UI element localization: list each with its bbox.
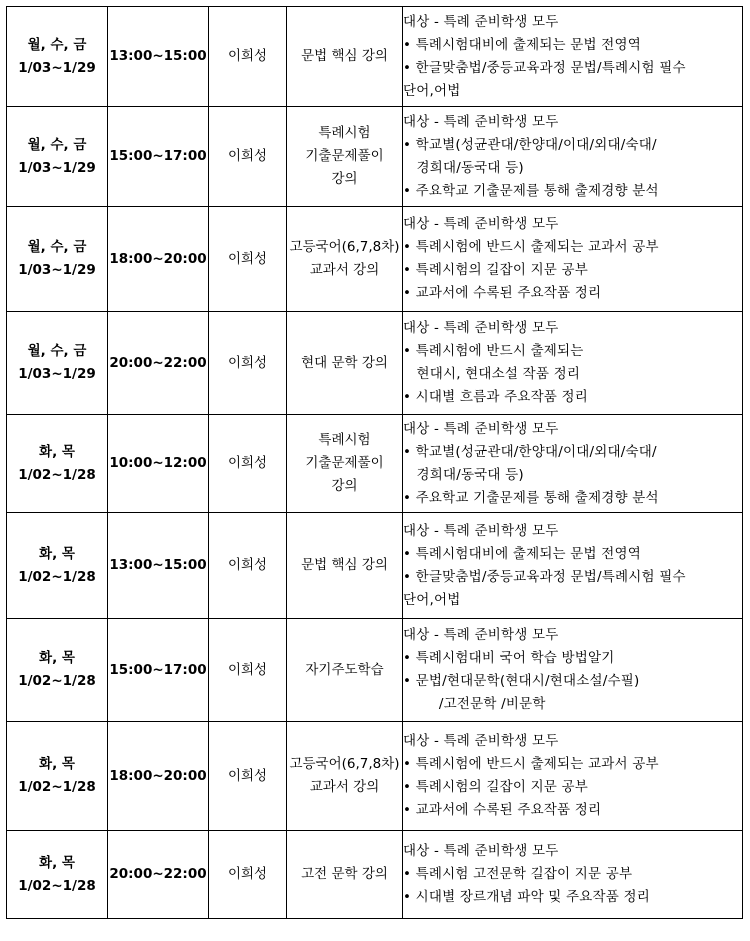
- date-range: 1/03~1/29: [18, 262, 96, 278]
- day-cell: [7, 107, 108, 207]
- day-label: 화, 목: [39, 756, 75, 772]
- day-label: 화, 목: [39, 650, 75, 666]
- description-cell: [403, 312, 743, 415]
- course-title-cell: [287, 7, 403, 107]
- time-cell: 20:00~22:00: [108, 312, 209, 415]
- course-title-cell: [287, 513, 403, 619]
- course-title-line: 고전 문학 강의: [301, 866, 388, 882]
- day-label: 화, 목: [39, 545, 75, 562]
- time-cell: 18:00~20:00: [108, 207, 209, 312]
- day-cell: [7, 619, 108, 722]
- course-title-line: 강의: [331, 171, 358, 187]
- day-label: 화, 목: [39, 443, 75, 460]
- course-title-line: 고등국어(6,7,8차): [289, 756, 400, 772]
- table-row: [7, 831, 743, 919]
- teacher-cell: 이희성: [209, 415, 287, 513]
- course-title-cell: [287, 107, 403, 207]
- day-cell: [7, 7, 108, 107]
- date-range: 1/03~1/29: [18, 159, 96, 176]
- date-range: 1/02~1/28: [18, 779, 96, 795]
- course-title-cell: [287, 722, 403, 831]
- teacher-cell: 이희성: [209, 207, 287, 312]
- table-row: [7, 312, 743, 415]
- day-label: 월, 수, 금: [27, 239, 87, 255]
- table-row: [7, 513, 743, 619]
- course-title-cell: [287, 831, 403, 919]
- description-cell: [403, 722, 743, 831]
- description-line: • 특례시험에 반드시 출제되는 교과서 공부: [403, 756, 659, 772]
- description-line: • 특례시험대비 국어 학습 방법알기: [403, 650, 615, 666]
- course-title-cell: [287, 415, 403, 513]
- description-line: • 특례시험의 길잡이 지문 공부: [403, 262, 589, 278]
- description-line: • 교과서에 수록된 주요작품 정리: [403, 285, 602, 301]
- table-row: [7, 722, 743, 831]
- target-audience: 대상 - 특례 준비학생 모두: [403, 522, 559, 539]
- day-cell: [7, 415, 108, 513]
- course-title-line: 고등국어(6,7,8차): [289, 239, 400, 255]
- description-line: 경희대/동국대 등): [403, 466, 524, 483]
- date-range: 1/02~1/28: [18, 877, 96, 894]
- schedule-table: [6, 6, 743, 919]
- target-audience: 대상 - 특례 준비학생 모두: [403, 113, 559, 130]
- course-title-line: 강의: [331, 478, 358, 494]
- table-row: [7, 619, 743, 722]
- description-line: • 특례시험의 길잡이 지문 공부: [403, 779, 589, 795]
- teacher-cell: 이희성: [209, 722, 287, 831]
- description-cell: [403, 7, 743, 107]
- description-cell: [403, 415, 743, 513]
- date-range: 1/02~1/28: [18, 466, 96, 483]
- target-audience: 대상 - 특례 준비학생 모두: [403, 843, 559, 859]
- description-line: • 특례시험에 반드시 출제되는 교과서 공부: [403, 239, 659, 255]
- description-line: • 주요학교 기출문제를 통해 출제경향 분석: [403, 182, 659, 199]
- description-line: • 문법/현대문학(현대시/현대소설/수필): [403, 673, 640, 689]
- course-title-line: 교과서 강의: [309, 262, 380, 278]
- date-range: 1/02~1/28: [18, 673, 96, 689]
- target-audience: 대상 - 특례 준비학생 모두: [403, 13, 559, 30]
- teacher-cell: 이희성: [209, 107, 287, 207]
- day-label: 월, 수, 금: [27, 343, 87, 359]
- day-cell: [7, 513, 108, 619]
- description-line: /고전문학 /비문학: [403, 696, 546, 712]
- teacher-cell: 이희성: [209, 7, 287, 107]
- teacher-cell: 이희성: [209, 312, 287, 415]
- description-line: • 특례시험대비에 출제되는 문법 전영역: [403, 545, 641, 562]
- description-line: • 시대별 장르개념 파악 및 주요작품 정리: [403, 889, 650, 905]
- course-title-cell: [287, 312, 403, 415]
- teacher-cell: 이희성: [209, 619, 287, 722]
- course-title-cell: [287, 619, 403, 722]
- time-cell: 15:00~17:00: [108, 619, 209, 722]
- description-line: • 한글맞춤법/중등교육과정 문법/특례시험 필수: [403, 568, 686, 585]
- description-line: • 특례시험 고전문학 길잡이 지문 공부: [403, 866, 633, 882]
- target-audience: 대상 - 특례 준비학생 모두: [403, 216, 559, 232]
- day-cell: [7, 722, 108, 831]
- description-cell: [403, 619, 743, 722]
- day-label: 화, 목: [39, 854, 75, 871]
- description-line: 단어,어법: [403, 591, 461, 608]
- course-title-line: 문법 핵심 강의: [301, 48, 388, 64]
- table-row: [7, 207, 743, 312]
- day-cell: [7, 207, 108, 312]
- day-cell: [7, 312, 108, 415]
- schedule-body: [7, 7, 743, 919]
- time-cell: 13:00~15:00: [108, 7, 209, 107]
- description-cell: [403, 207, 743, 312]
- target-audience: 대상 - 특례 준비학생 모두: [403, 733, 559, 749]
- description-line: 경희대/동국대 등): [403, 159, 524, 176]
- description-cell: [403, 513, 743, 619]
- date-range: 1/02~1/28: [18, 568, 96, 585]
- description-line: • 교과서에 수록된 주요작품 정리: [403, 802, 602, 818]
- description-line: 단어,어법: [403, 82, 461, 99]
- description-line: • 주요학교 기출문제를 통해 출제경향 분석: [403, 489, 659, 506]
- description-line: • 시대별 흐름과 주요작품 정리: [403, 389, 589, 405]
- target-audience: 대상 - 특례 준비학생 모두: [403, 320, 559, 336]
- table-row: [7, 107, 743, 207]
- day-cell: [7, 831, 108, 919]
- time-cell: 10:00~12:00: [108, 415, 209, 513]
- target-audience: 대상 - 특례 준비학생 모두: [403, 627, 559, 643]
- teacher-cell: 이희성: [209, 513, 287, 619]
- course-title-line: 기출문제풀이: [305, 455, 384, 471]
- description-cell: [403, 831, 743, 919]
- description-line: • 학교별(성균관대/한양대/이대/외대/숙대/: [403, 443, 657, 460]
- time-cell: 15:00~17:00: [108, 107, 209, 207]
- time-cell: 18:00~20:00: [108, 722, 209, 831]
- time-cell: 13:00~15:00: [108, 513, 209, 619]
- date-range: 1/03~1/29: [18, 59, 96, 76]
- table-row: [7, 7, 743, 107]
- course-title-line: 특례시험: [318, 432, 371, 448]
- description-cell: [403, 107, 743, 207]
- target-audience: 대상 - 특례 준비학생 모두: [403, 420, 559, 437]
- course-title-line: 문법 핵심 강의: [301, 557, 388, 573]
- description-line: • 한글맞춤법/중등교육과정 문법/특례시험 필수: [403, 59, 686, 76]
- day-label: 월, 수, 금: [27, 136, 87, 153]
- course-title-line: 기출문제풀이: [305, 148, 384, 164]
- date-range: 1/03~1/29: [18, 366, 96, 382]
- time-cell: 20:00~22:00: [108, 831, 209, 919]
- course-title-line: 특례시험: [318, 125, 371, 141]
- description-line: 현대시, 현대소설 작품 정리: [403, 366, 581, 382]
- course-title-line: 교과서 강의: [309, 779, 380, 795]
- table-row: [7, 415, 743, 513]
- course-title-line: 자기주도학습: [305, 661, 384, 678]
- description-line: • 특례시험대비에 출제되는 문법 전영역: [403, 36, 641, 53]
- description-line: • 학교별(성균관대/한양대/이대/외대/숙대/: [403, 136, 657, 153]
- day-label: 월, 수, 금: [27, 36, 87, 53]
- course-title-cell: [287, 207, 403, 312]
- description-line: • 특례시험에 반드시 출제되는: [403, 343, 584, 359]
- course-title-line: 현대 문학 강의: [301, 354, 388, 371]
- teacher-cell: 이희성: [209, 831, 287, 919]
